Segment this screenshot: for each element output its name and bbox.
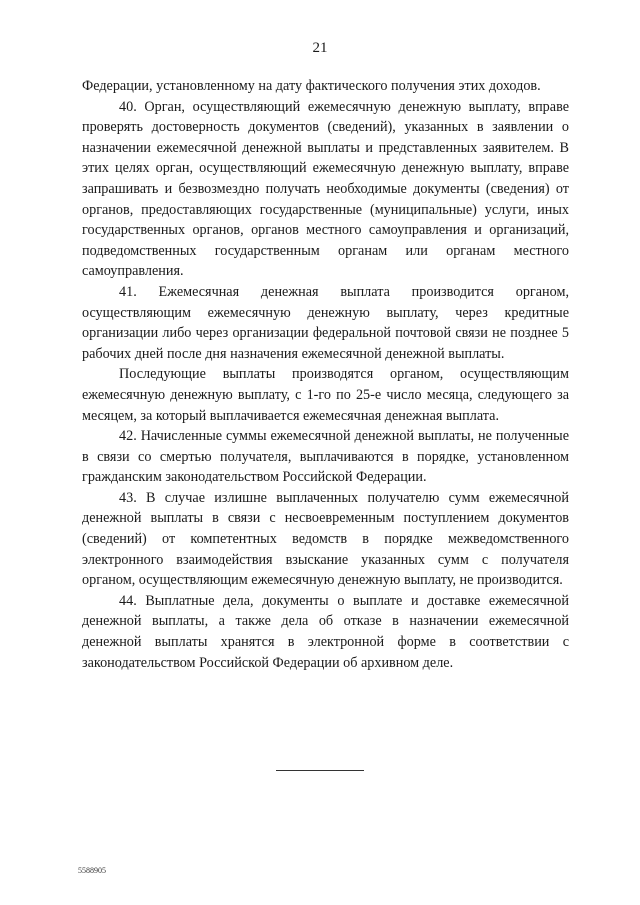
document-code: 5588905 xyxy=(78,866,106,875)
document-body xyxy=(82,76,569,673)
paragraph-42: 42. Начисленные суммы ежемесячной денежной выплаты, не полученные в связи со смертью получателя, выплачиваются в порядке, установленном гражданским законодательством Российской Федерации. xyxy=(82,428,569,486)
paragraph-continuation: Федерации, установленному на дату фактического получения этих доходов. xyxy=(82,78,541,94)
paragraph-41-continued: Последующие выплаты производятся органом, осуществляющим ежемесячную денежную выплату, с 1-го по 25-е число месяца, следующего за месяцем, за который выплачивается ежемесячная денежная выплата. xyxy=(82,366,569,424)
paragraph-43: 43. В случае излишне выплаченных получателю сумм ежемесячной денежной выплаты в связи с несвоевременным поступлением документов (сведений) от компетентных ведомств в порядке межведомственного электронного взаимодействия взыскание указанных сумм с получателя органом, осуществляющим ежемесячную денежную выплату, не производится. xyxy=(82,489,569,589)
paragraph-41: 41. Ежемесячная денежная выплата производится органом, осуществляющим ежемесячную денежную выплату, через кредитные организации либо через организации федеральной почтовой связи не позднее 5 рабочих дней после дня назначения ежемесячной денежной выплаты. xyxy=(82,283,569,362)
paragraph-44: 44. Выплатные дела, документы о выплате и доставке ежемесячной денежной выплаты, а также дела об отказе в назначении ежемесячной денежной выплаты хранятся в электронной форме в соответствии с законодательством Российской Федерации об архивном деле. xyxy=(82,592,569,671)
end-divider-line xyxy=(276,770,364,771)
page-number: 21 xyxy=(312,40,328,56)
paragraph-40: 40. Орган, осуществляющий ежемесячную денежную выплату, вправе проверять достоверность документов (сведений), указанных в заявлении о назначении ежемесячной денежной выплаты и представленных заявителем. В этих целях орган, осуществляющий ежемесячную денежную выплату, вправе запрашивать и безвозмездно получать необходимые документы (сведения) от органов, предоставляющих государственные (муниципальные) услуги, иных государственных органов, органов местного самоуправления и организаций, подведомственных государственным органам или органам местного самоуправления. xyxy=(82,98,569,280)
